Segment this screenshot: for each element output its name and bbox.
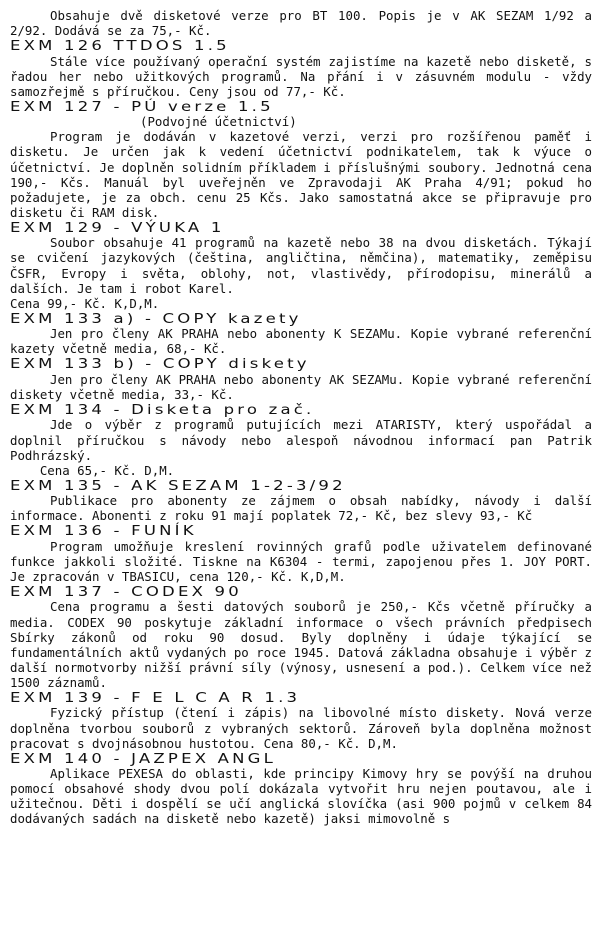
entry-heading: EXM 139 - F E L C A R 1.3	[10, 689, 301, 706]
entry-heading: EXM 133 b) - COPY diskety	[10, 356, 310, 372]
entry-heading: EXM 136 - FUNÍK	[10, 523, 197, 539]
entry-exm-133b	[10, 356, 592, 402]
entry-heading: EXM 137 - CODEX 90	[10, 583, 242, 600]
entry-heading: EXM 129 - VÝUKA 1	[10, 219, 225, 236]
entry-exm-127	[10, 99, 592, 220]
entry-description: Cena programu a šesti datových souborů je 250,- Kčs včetně příručky a media. CODEX 90 poskytuje základní informace o všech právních předpisech Sbírky zákonů od roku 90 dosud. Byly doplněny i údaje týkající se fundamentálních aktů vydaných po roce 1945. Datová základna obsahuje i výběr z další normotvorby nižší právní síly (výnosy, usnesení a pod.). Celkem více než 1500 záznamů.	[10, 599, 592, 690]
entry-description: Jen pro členy AK PRAHA nebo abonenty AK SEZAMu. Kopie vybrané referenční diskety včetně media, 33,- Kč.	[10, 371, 592, 402]
entry-description: Stále více používaný operační systém zajistíme na kazetě nebo disketě, s řadou her nebo užitkových programů. Na přání i v zásuvném modulu - vždy samozřejmě s příručkou. Ceny jsou od 77,- Kč.	[10, 53, 592, 99]
catalog-page	[10, 8, 592, 827]
entry-exm-139	[10, 690, 592, 751]
entry-price-line: Cena 65,- Kč. D,M.	[10, 462, 175, 478]
entry-exm-126	[10, 38, 592, 99]
entry-exm-134	[10, 402, 592, 478]
entry-heading: EXM 126 TTDOS 1.5	[10, 37, 230, 54]
entry-description: Program umožňuje kreslení rovinných grafů podle uživatelem definované funkce jakkoli složité. Tiskne na K6304 - termi, zapojenou přes 1. JOY PORT. Je zpracován v TBASICU, cena 120,- Kč. K,D,M.	[10, 538, 592, 584]
entry-exm-133a	[10, 311, 592, 357]
entry-heading: EXM 140 - JAZPEX ANGL	[10, 750, 277, 767]
entry-description: Aplikace PEXESA do oblasti, kde principy Kimovy hry se povýší na druhou pomocí obsahové shody dvou polí dokázala vytvořit hru nejen poutavou, ale i užitečnou. Děti i dospělí se učí anglická slovíčka (asi 900 pojmů v celkem 84 dodávaných sadách na disketě nebo kazetě) jaksi mimovolně s	[10, 766, 592, 827]
entry-description: Publikace pro abonenty ze zájmem o obsah nabídky, návody i další informace. Abonenti z roku 91 mají poplatek 72,- Kč, bez slevy 93,- Kč	[10, 493, 592, 524]
entry-exm-140	[10, 751, 592, 827]
entry-heading: EXM 133 a) - COPY kazety	[10, 310, 302, 327]
entry-price-line: Cena 99,- Kč. K,D,M.	[10, 295, 160, 311]
entry-heading: EXM 134 - Disketa pro zač.	[10, 401, 315, 418]
entry-exm-135	[10, 478, 592, 524]
entry-subtitle: (Podvojné účetnictví)	[140, 114, 297, 130]
entry-exm-137	[10, 584, 592, 690]
entry-description: Jen pro členy AK PRAHA nebo abonenty K SEZAMu. Kopie vybrané referenční kazety včetně media, 68,- Kč.	[10, 326, 592, 357]
entry-description: Program je dodáván v kazetové verzi, verzi pro rozšířenou paměť i disketu. Je určen jak k vedení účetnictví podnikatelem, tak k výuce o účetnictví. Je doplněn solidním příkladem i příslušnými soubory. Jednotná cena 190,- Kčs. Manuál byl uveřejněn ve Zpravodaji AK Praha 4/91; pokud ho požadujete, je za obch. cenu 25 Kčs. Jako samostatná akce se připravuje pro disketu či RAM disk.	[10, 129, 592, 220]
entry-description: Soubor obsahuje 41 programů na kazetě nebo 38 na dvou disketách. Týkají se cvičení jazykových (čeština, angličtina, němčina), matematiky, zeměpisu ČSFR, Evropy i světa, oblohy, not, vlastivědy, přírodopisu, minerálů a dalších. Je tam i robot Karel.	[10, 235, 592, 296]
entry-description: Fyzický přístup (čtení i zápis) na libovolné místo diskety. Nová verze doplněna tvorbou souborů z vybraných sektorů. Zároveň byla doplněna možnost pracovat s dvojnásobnou hustotou. Cena 80,- Kč. D,M.	[10, 705, 592, 751]
entry-heading: EXM 127 - PÚ verze 1.5	[10, 98, 274, 115]
entry-description: Jde o výběr z programů putujících mezi ATARISTY, který uspořádal a doplnil příručkou s návody nebo alespoň návodnou informací pan Patrik Podhrázský.	[10, 417, 592, 463]
entry-heading: EXM 135 - AK SEZAM 1-2-3/92	[10, 477, 346, 494]
entry-exm-136	[10, 523, 592, 584]
entry-exm-129	[10, 220, 592, 311]
intro-text: Obsahuje dvě disketové verze pro BT 100. Popis je v AK SEZAM 1/92 a 2/92. Dodává se za 75,- Kč.	[10, 8, 592, 39]
